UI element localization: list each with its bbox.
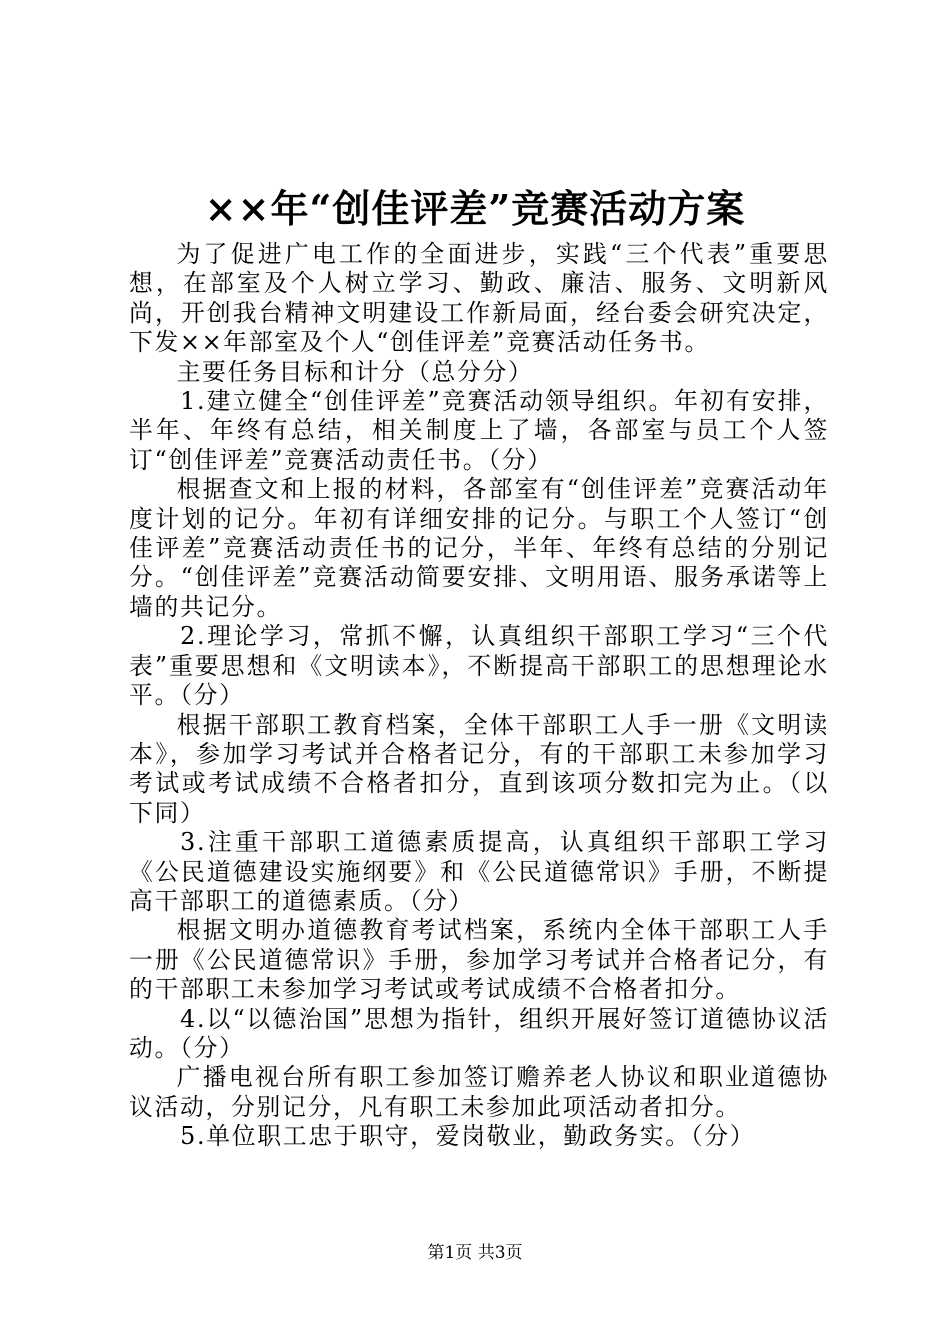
paragraph-scoring-2: 根据干部职工教育档案，全体干部职工人手一册《文明读本》，参加学习考试并合格者记分，有的干部职工未参加学习考试或考试成绩不合格者扣分，直到该项分数扣完为止。（以下同） [129, 710, 829, 827]
paragraph-item-4: 4.以“以德治国”思想为指针，组织开展好签订道德协议活动。（分） [129, 1004, 829, 1062]
paragraph-task-heading: 主要任务目标和计分（总分分） [176, 357, 534, 386]
paragraph-scoring-3: 根据文明办道德教育考试档案，系统内全体干部职工人手一册《公民道德常识》手册，参加学习考试并合格者记分，有的干部职工未参加学习考试或考试成绩不合格者扣分。 [129, 916, 829, 1004]
paragraph-item-3: 3.注重干部职工道德素质提高，认真组织干部职工学习《公民道德建设实施纲要》和《公民道德常识》手册，不断提高干部职工的道德素质。（分） [129, 828, 829, 915]
document-title: ××年“创佳评差”竞赛活动方案 [204, 186, 746, 231]
paragraph-scoring-1: 根据查文和上报的材料，各部室有“创佳评差”竞赛活动年度计划的记分。年初有详细安排的记分。与职工个人签订“创佳评差”竞赛活动责任书的记分，半年、年终有总结的分别记分。“创佳评差”竞赛活动简要安排、文明用语、服务承诺等上墙的共记分。 [129, 475, 829, 621]
paragraph-scoring-4: 广播电视台所有职工参加签订赡养老人协议和职业道德协议活动，分别记分，凡有职工未参加此项活动者扣分。 [129, 1063, 829, 1121]
page-number-footer: 第1页 共3页 [427, 1243, 523, 1263]
document-body [129, 240, 829, 1152]
paragraph-intro: 为了促进广电工作的全面进步，实践“三个代表”重要思想，在部室及个人树立学习、勤政、廉洁、服务、文明新风尚，开创我台精神文明建设工作新局面，经台委会研究决定，下发××年部室及个人“创佳评差”竞赛活动任务书。 [129, 240, 829, 357]
paragraph-item-1: 1.建立健全“创佳评差”竞赛活动领导组织。年初有安排，半年、年终有总结，相关制度上了墙，各部室与员工个人签订“创佳评差”竞赛活动责任书。（分） [129, 387, 829, 474]
paragraph-item-2: 2.理论学习，常抓不懈，认真组织干部职工学习“三个代表”重要思想和《文明读本》，不断提高干部职工的思想理论水平。（分） [129, 622, 829, 710]
paragraph-item-5: 5.单位职工忠于职守，爱岗敬业，勤政务实。（分） [180, 1122, 756, 1151]
